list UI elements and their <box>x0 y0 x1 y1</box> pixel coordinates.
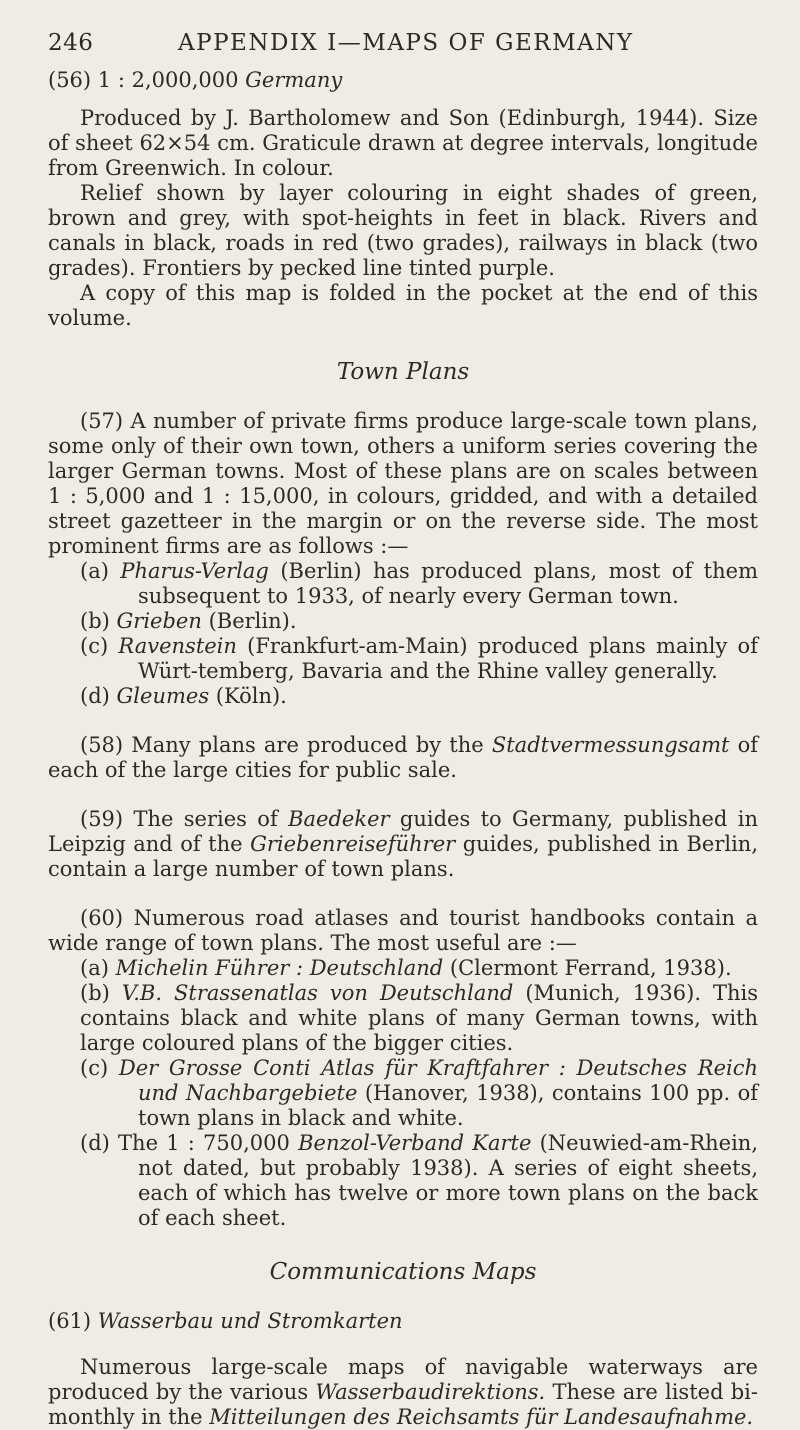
section-heading-town-plans: Town Plans <box>336 359 470 385</box>
list-text: (Berlin) has produced plans, most of them subsequent to 1933, of nearly every German town. <box>138 559 758 608</box>
entry-title: Germany <box>245 68 343 92</box>
list-item <box>48 981 758 1056</box>
list-text: (Berlin). <box>208 609 297 633</box>
section-heading-communications: Communications Maps <box>269 1259 537 1285</box>
list-item <box>48 1131 758 1231</box>
italic-term: Wasserbaudirektions. <box>315 1380 546 1404</box>
list-item <box>48 1056 758 1131</box>
paragraph: Relief shown by layer colouring in eight shades of green, brown and grey, with spot-heights in feet in black. Rivers and canals in black, roads in red (two grades), railways in black (two grades). Frontiers by pecked line tinted purple. <box>48 181 758 280</box>
paragraph: Produced by J. Bartholomew and Son (Edinburgh, 1944). Size of sheet 62×54 cm. Graticule drawn at degree intervals, longitude from Greenwich. In colour. <box>48 106 758 180</box>
list-item <box>48 634 758 684</box>
list-item <box>48 956 758 981</box>
entry-number: (56) <box>48 68 92 92</box>
list-text: (Munich, 1936). This contains black and white plans of many German towns, with large coloured plans of the bigger cities. <box>80 981 758 1055</box>
list-text: (Clermont Ferrand, 1938). <box>449 956 732 980</box>
paragraph: (57) A number of private firms produce large-scale town plans, some only of their own town, others a uniform series covering the larger German towns. Most of these plans are on scales between 1 : 5,000 and 1 : 15,000, in colours, gridded, and with a detailed street gazetteer in the margin or on the reverse side. The most prominent firms are as follows :— <box>48 409 758 558</box>
text: (59) The series of <box>80 807 278 831</box>
italic-term: Benzol-Verband Karte <box>298 1131 532 1155</box>
paragraph: A copy of this map is folded in the pocket at the end of this volume. <box>48 281 758 330</box>
text: Numerous large-scale maps of navigable waterways are produced by the various <box>48 1355 758 1404</box>
italic-term: Michelin Führer : Deutschland <box>115 956 444 980</box>
italic-term: Stadtvermessungsamt <box>491 733 730 757</box>
list-label: (d) <box>80 1131 110 1155</box>
list-text: (Neuwied-am-Rhein, not dated, but probably 1938). A series of eight sheets, each of which has twelve or more town plans on the back of each sheet. <box>138 1131 758 1230</box>
italic-term: Griebenreiseführer <box>250 832 456 856</box>
entry-number: (61) <box>48 1309 92 1333</box>
list-text: (Frankfurt-am-Main) produced plans mainly of Würt-temberg, Bavaria and the Rhine valley generally. <box>138 634 758 683</box>
list-label: (d) <box>80 684 110 708</box>
text: The 1 : 750,000 <box>118 1131 290 1155</box>
list-label: (a) <box>80 559 109 583</box>
text: of each of the large cities for public sale. <box>48 733 758 782</box>
paragraph <box>48 733 758 783</box>
list-label: (a) <box>80 956 109 980</box>
italic-term: Baedeker <box>288 807 390 831</box>
scale: 1 : 2,000,000 <box>97 68 239 92</box>
italic-term: Mitteilungen des Reichsamts für Landesaufnahme. <box>209 1405 754 1429</box>
text: guides to Germany, published in Leipzig and of the <box>48 807 758 856</box>
text: guides, published in Berlin, contain a large number of town plans. <box>48 832 758 881</box>
entry-56-heading <box>48 68 758 92</box>
page-number: 246 <box>48 30 94 56</box>
entry-title: Wasserbau und Stromkarten <box>97 1309 403 1333</box>
paragraph <box>48 807 758 882</box>
text: These are listed bi-monthly in the <box>48 1380 758 1429</box>
text: (58) Many plans are produced by the <box>80 733 484 757</box>
running-title: APPENDIX I—MAPS OF GERMANY <box>178 30 634 56</box>
entry-61-heading <box>48 1309 758 1333</box>
firm-name: Grieben <box>116 609 202 633</box>
running-head <box>48 30 758 56</box>
firm-name: Ravenstein <box>118 634 237 658</box>
italic-term: Der Grosse Conti Atlas für Kraftfahrer : Deutsches Reich und Nachbargebiete <box>118 1056 758 1105</box>
list-label: (c) <box>80 634 109 658</box>
list-text: (Köln). <box>215 684 287 708</box>
list-label: (b) <box>80 981 110 1005</box>
list-item <box>48 559 758 609</box>
paragraph: (60) Numerous road atlases and tourist handbooks contain a wide range of town plans. The most useful are :— <box>48 906 758 955</box>
list-text: (Hanover, 1938), contains 100 pp. of town plans in black and white. <box>138 1081 758 1130</box>
list-item <box>48 609 758 634</box>
firm-name: Pharus-Verlag <box>120 559 269 583</box>
italic-term: V.B. Strassenatlas von Deutschland <box>121 981 514 1005</box>
list-label: (c) <box>80 1056 109 1080</box>
firm-name: Gleumes <box>116 684 210 708</box>
paragraph <box>48 1355 758 1430</box>
list-label: (b) <box>80 609 110 633</box>
list-item <box>48 684 758 709</box>
